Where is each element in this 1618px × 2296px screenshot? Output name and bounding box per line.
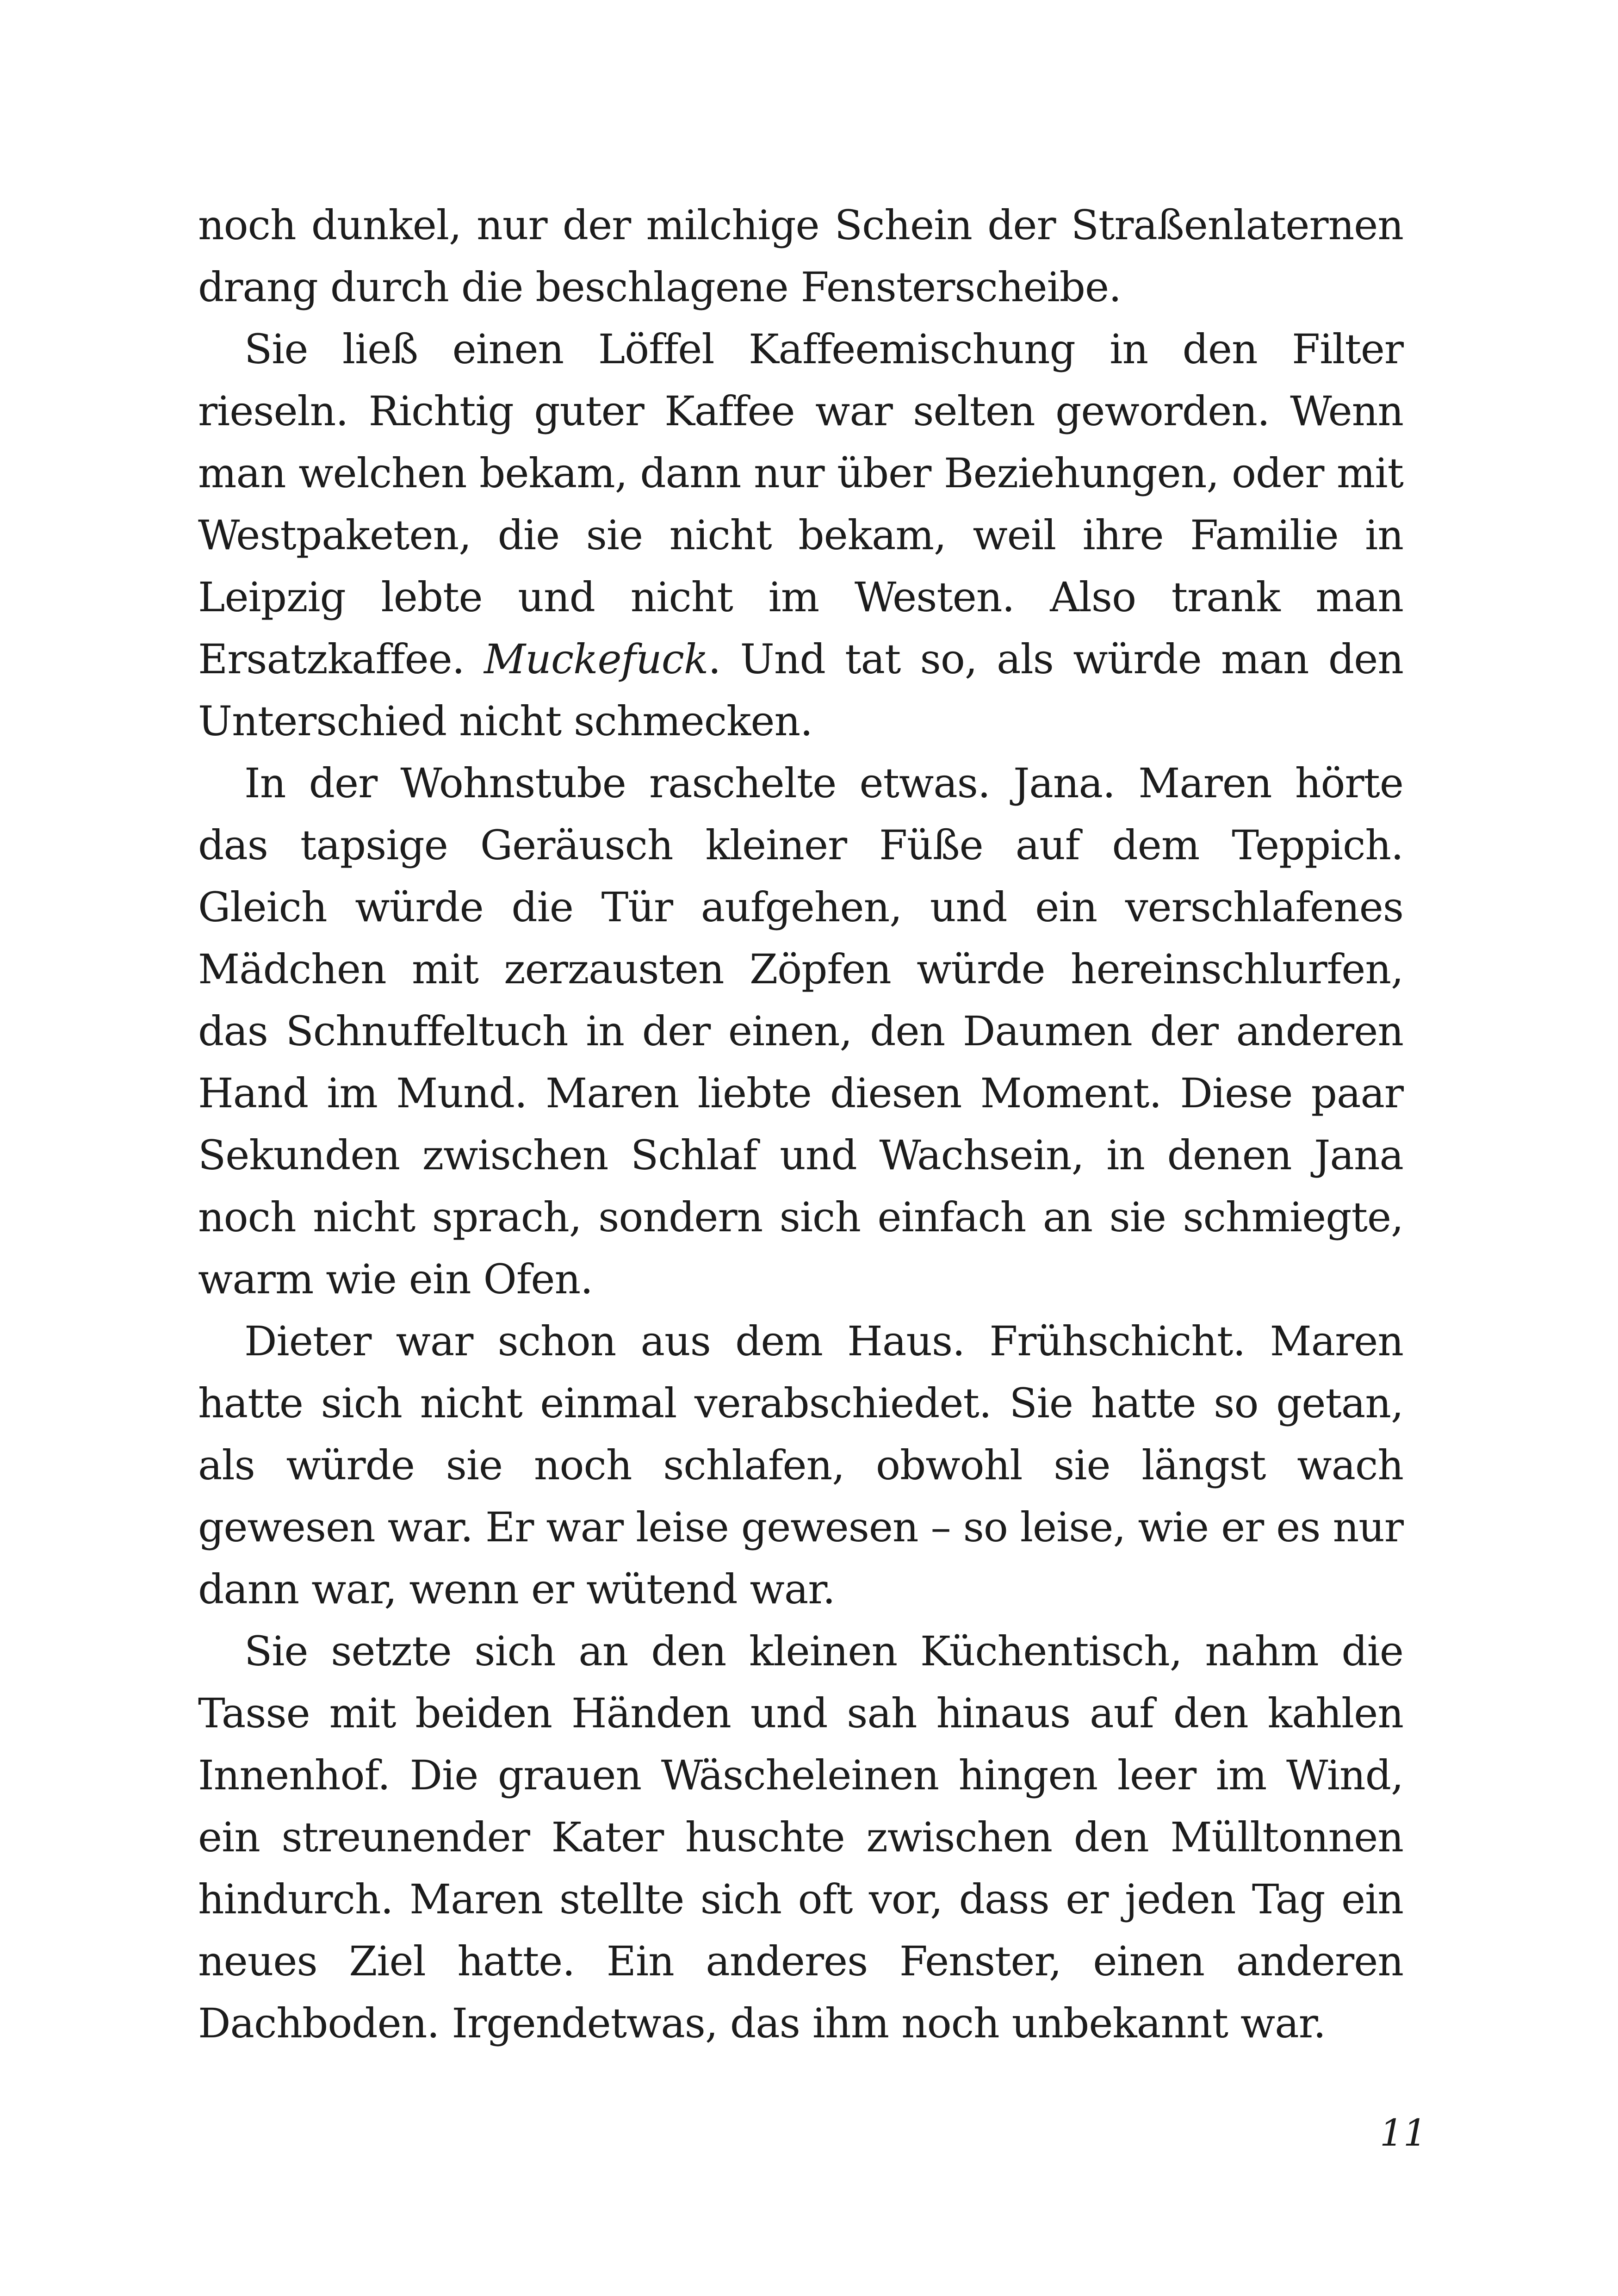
paragraph-3: In der Wohnstube raschelte etwas. Jana. Maren hörte das tapsige Geräusch kleiner Füße auf dem Teppich. Gleich würde die Tür aufgehen, und ein verschlafenes Mädchen mit zerzausten Zöpfen würde hereinschlurfen, das Schnuffeltuch in der einen, den Daumen der anderen Hand im Mund. Maren liebte diesen Moment. Diese paar Sekunden zwischen Schlaf und Wachsein, in denen Jana noch nicht sprach, sondern sich einfach an sie schmiegte, warm wie ein Ofen. — [198, 759, 1403, 1303]
paragraph-2 — [198, 318, 1403, 752]
paragraph-1: noch dunkel, nur der milchige Schein der Straßenlaternen drang durch die beschlagene Fensterscheibe. — [198, 201, 1403, 311]
paragraph-2-italic-word: Muckefuck — [484, 635, 708, 683]
paragraph-4: Dieter war schon aus dem Haus. Frühschicht. Maren hatte sich nicht einmal verabschiedet. Sie hatte so getan, als würde sie noch schlafen, obwohl sie längst wach gewesen war. Er war leise gewesen – so leise, wie er es nur dann war, wenn er wütend war. — [198, 1317, 1403, 1613]
page-number: 11 — [1380, 2111, 1427, 2154]
paragraph-2-text-before: Sie ließ einen Löffel Kaffeemischung in den Filter rieseln. Richtig guter Kaffee war selten geworden. Wenn man welchen bekam, dann nur über Beziehungen, oder mit Westpaketen, die sie nicht bekam, weil ihre Familie in Leipzig lebte und nicht im Westen. Also trank man Ersatzkaffee. — [198, 325, 1403, 683]
body-text — [198, 194, 1403, 2054]
paragraph-5: Sie setzte sich an den kleinen Küchentisch, nahm die Tasse mit beiden Händen und sah hinaus auf den kahlen Innenhof. Die grauen Wäscheleinen hingen leer im Wind, ein streunender Kater huschte zwischen den Mülltonnen hindurch. Maren stellte sich oft vor, dass er jeden Tag ein neues Ziel hatte. Ein anderes Fenster, einen anderen Dachboden. Irgendetwas, das ihm noch unbekannt war. — [198, 1627, 1403, 2047]
paragraph-2-text-after: . Und tat so, als würde man den Unterschied nicht schmecken. — [198, 635, 1403, 745]
